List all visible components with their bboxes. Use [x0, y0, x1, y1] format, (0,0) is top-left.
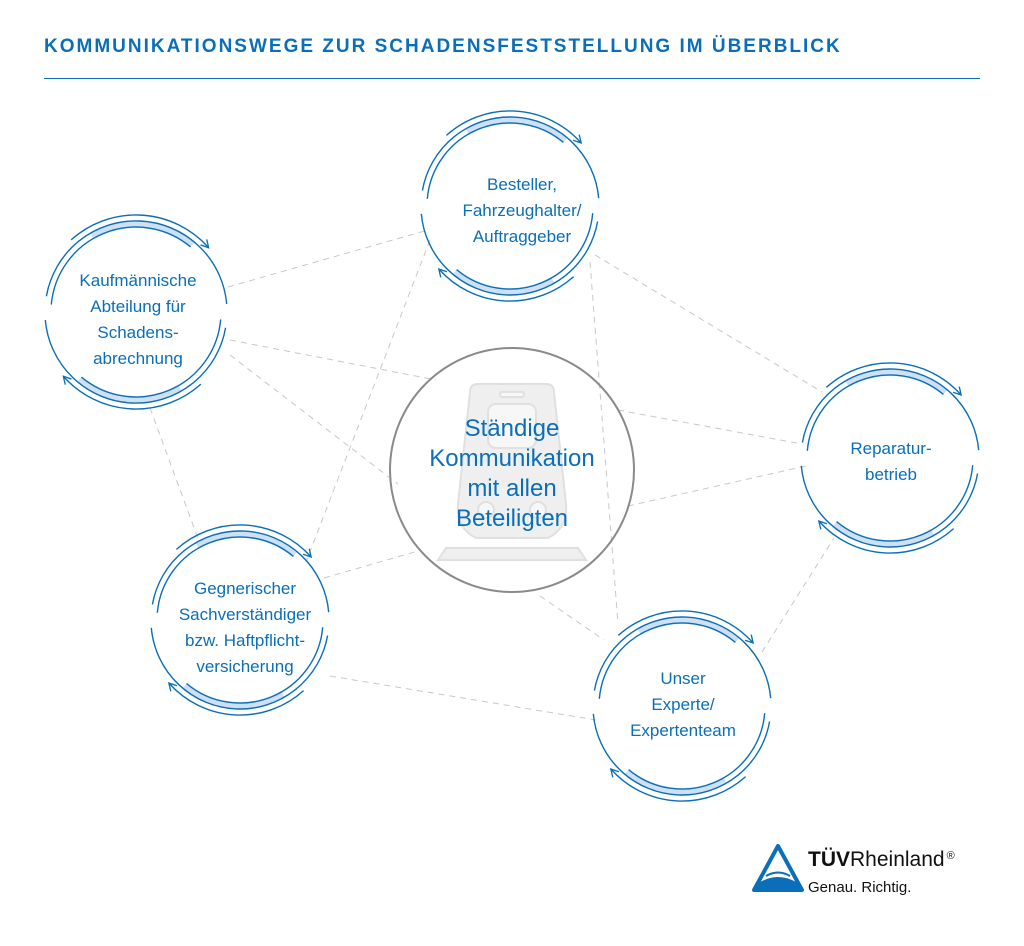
- node-label-line: Expertenteam: [630, 721, 736, 740]
- connector-line: [595, 255, 822, 392]
- center-label: [392, 414, 632, 534]
- node-label-line: betrieb: [865, 465, 917, 484]
- node-label-line: versicherung: [196, 657, 294, 676]
- node-kaufmaennisch: [54, 268, 222, 372]
- center-label-line: Beteiligten: [455, 505, 569, 532]
- node-label-line: Fahrzeughalter/: [462, 201, 582, 220]
- node-gegner: [160, 576, 330, 680]
- center-label-line: Kommunikation: [429, 445, 595, 472]
- node-experte: [600, 666, 766, 744]
- node-label-line: Gegnerischer: [193, 579, 297, 598]
- node-label-line: Kaufmännische: [79, 271, 197, 290]
- node-label-line: Abteilung für: [90, 297, 186, 316]
- node-label-line: Besteller,: [487, 175, 557, 194]
- connector-line: [762, 538, 834, 652]
- connector-line: [230, 340, 436, 380]
- node-label-line: abrechnung: [93, 349, 183, 368]
- connector-line: [324, 551, 418, 578]
- node-label-line: Unser: [660, 669, 706, 688]
- logo-registered: ®: [946, 850, 955, 862]
- node-label-line: Auftraggeber: [472, 227, 572, 246]
- logo-brand: [808, 848, 955, 872]
- connector-line: [228, 230, 428, 287]
- connector-line: [150, 408, 200, 544]
- node-label-line: Experte/: [651, 695, 715, 714]
- connector-line: [618, 410, 802, 444]
- node-label-line: Reparatur-: [850, 439, 932, 458]
- center-label-line: mit allen: [467, 475, 557, 502]
- connector-line: [540, 596, 604, 640]
- connector-line: [230, 355, 398, 484]
- logo-slogan: Genau. Richtig.: [808, 879, 912, 896]
- tuv-logo: [752, 842, 992, 908]
- center-label-line: Ständige: [464, 415, 560, 442]
- connector-line: [330, 676, 596, 720]
- node-besteller: [440, 172, 604, 250]
- connector-line: [628, 466, 806, 506]
- node-reparatur: [806, 436, 976, 488]
- node-label-line: Schadens-: [97, 323, 179, 342]
- node-label-line: bzw. Haftpflicht-: [185, 631, 305, 650]
- node-label-line: Sachverständiger: [178, 605, 312, 624]
- logo-brand-bold: TÜV: [808, 848, 850, 871]
- logo-brand-regular: Rheinland: [850, 848, 945, 871]
- page-title: KOMMUNIKATIONSWEGE ZUR SCHADENSFESTSTELLUNG IM ÜBERBLICK: [44, 36, 842, 57]
